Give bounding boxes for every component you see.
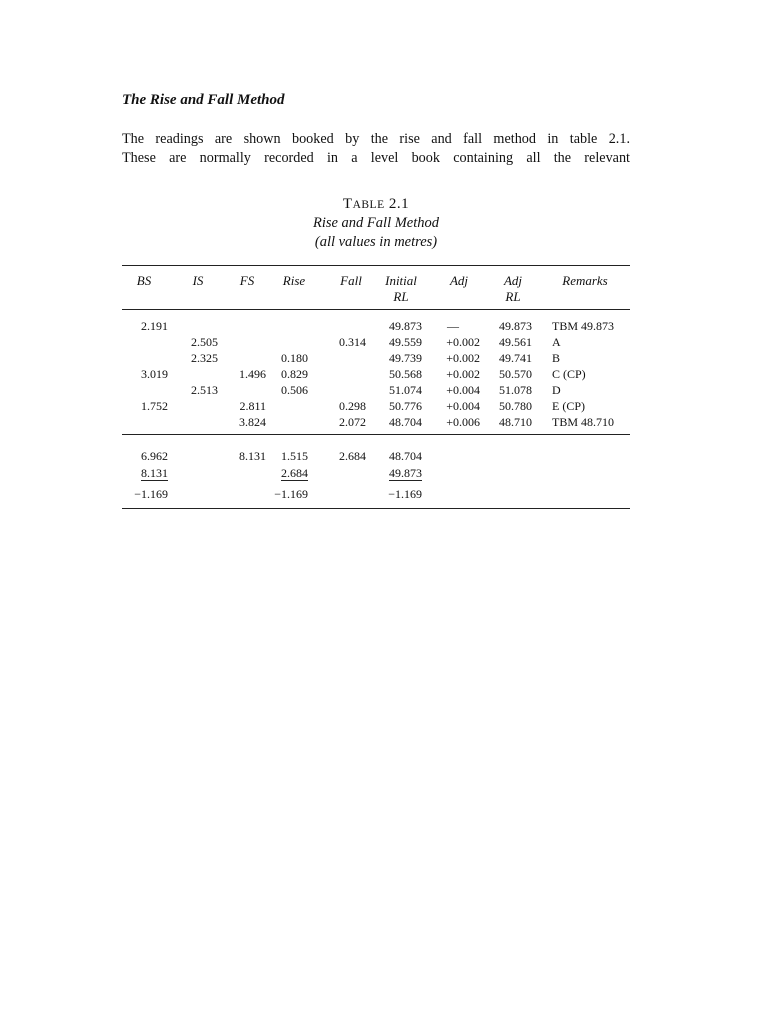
table-label-rest: ABLE [352, 199, 385, 211]
cell-remarks: E (CP) [552, 399, 585, 413]
header-fs: FS [239, 273, 255, 288]
total-fall-sum: 2.684 [339, 449, 366, 463]
cell-initial-rl: 49.559 [389, 335, 422, 349]
total-bs-sum: 6.962 [141, 449, 168, 463]
cell-adj: +0.004 [446, 383, 480, 397]
cell-is: 2.325 [191, 351, 218, 365]
table-subtitle: (all values in metres) [314, 234, 438, 250]
cell-fall: 0.298 [339, 399, 366, 413]
table-title: Rise and Fall Method [312, 215, 440, 231]
cell-bs: 3.019 [141, 367, 168, 381]
cell-remarks: C (CP) [552, 367, 586, 381]
cell-adj: +0.004 [446, 399, 480, 413]
cell-remarks: A [552, 335, 561, 349]
cell-bs: 2.191 [141, 319, 168, 333]
cell-initial-rl: 49.739 [389, 351, 422, 365]
cell-rise: 0.829 [281, 367, 308, 381]
cell-adj-rl: 50.780 [499, 399, 532, 413]
header-initial-rl-line1: Initial [385, 273, 417, 288]
cell-adj: +0.002 [446, 335, 480, 349]
total-bs-minus-fs: 8.131 [141, 466, 168, 480]
header-is: IS [192, 273, 204, 288]
cell-initial-rl: 50.568 [389, 367, 422, 381]
cell-fs: 1.496 [239, 367, 266, 381]
cell-is: 2.513 [191, 383, 218, 397]
cell-adj: — [447, 319, 459, 333]
header-rise: Rise [282, 273, 306, 288]
cell-is: 2.505 [191, 335, 218, 349]
total-rise-minus-fall: 2.684 [281, 466, 308, 480]
cell-adj-rl: 49.873 [499, 319, 532, 333]
table-totals-rule [122, 434, 630, 435]
section-heading: The Rise and Fall Method [122, 92, 285, 108]
cell-adj: +0.006 [446, 415, 480, 429]
cell-initial-rl: 49.873 [389, 319, 422, 333]
header-bs: BS [136, 273, 152, 288]
header-adj: Adj [449, 273, 469, 288]
paragraph-line: These are normally recorded in a level book containing all the relevant [122, 150, 630, 166]
table-top-rule [122, 265, 630, 266]
cell-rise: 0.180 [281, 351, 308, 365]
cell-remarks: TBM 49.873 [552, 319, 615, 333]
total-last-rl: 48.704 [389, 449, 422, 463]
cell-initial-rl: 50.776 [389, 399, 422, 413]
levelling-table [122, 0, 630, 1024]
header-initial-rl [376, 273, 426, 305]
total-rise-difference: −1.169 [274, 487, 308, 501]
header-initial-rl-line2: RL [393, 289, 409, 304]
table-label-initial: T [342, 196, 353, 212]
paragraph-line: The readings are shown booked by the rise and fall method in table 2.1. [122, 131, 630, 147]
total-fs-sum: 8.131 [239, 449, 266, 463]
header-adj-rl-line2: RL [505, 289, 521, 304]
cell-adj-rl: 48.710 [499, 415, 532, 429]
cell-adj-rl: 51.078 [499, 383, 532, 397]
cell-initial-rl: 51.074 [389, 383, 422, 397]
cell-remarks: TBM 48.710 [552, 415, 615, 429]
cell-adj: +0.002 [446, 367, 480, 381]
cell-fall: 2.072 [339, 415, 366, 429]
header-adj-rl-line1: Adj [503, 273, 523, 288]
table-bottom-rule [122, 508, 630, 509]
total-first-rl: 49.873 [389, 466, 422, 480]
total-rl-difference: −1.169 [388, 487, 422, 501]
header-remarks: Remarks [562, 273, 608, 288]
table-header-rule [122, 309, 630, 310]
cell-rise: 0.506 [281, 383, 308, 397]
cell-adj-rl: 49.561 [499, 335, 532, 349]
total-rise-sum: 1.515 [281, 449, 308, 463]
cell-initial-rl: 48.704 [389, 415, 422, 429]
cell-remarks: D [552, 383, 561, 397]
cell-bs: 1.752 [141, 399, 168, 413]
cell-adj: +0.002 [446, 351, 480, 365]
cell-fall: 0.314 [339, 335, 366, 349]
header-adj-rl [496, 273, 530, 305]
cell-adj-rl: 50.570 [499, 367, 532, 381]
cell-fs: 2.811 [239, 399, 266, 413]
table-number: 2.1 [388, 196, 410, 212]
cell-remarks: B [552, 351, 561, 365]
cell-fs: 3.824 [239, 415, 266, 429]
header-fall: Fall [340, 273, 362, 288]
cell-adj-rl: 49.741 [499, 351, 532, 365]
total-bs-difference: −1.169 [134, 487, 168, 501]
